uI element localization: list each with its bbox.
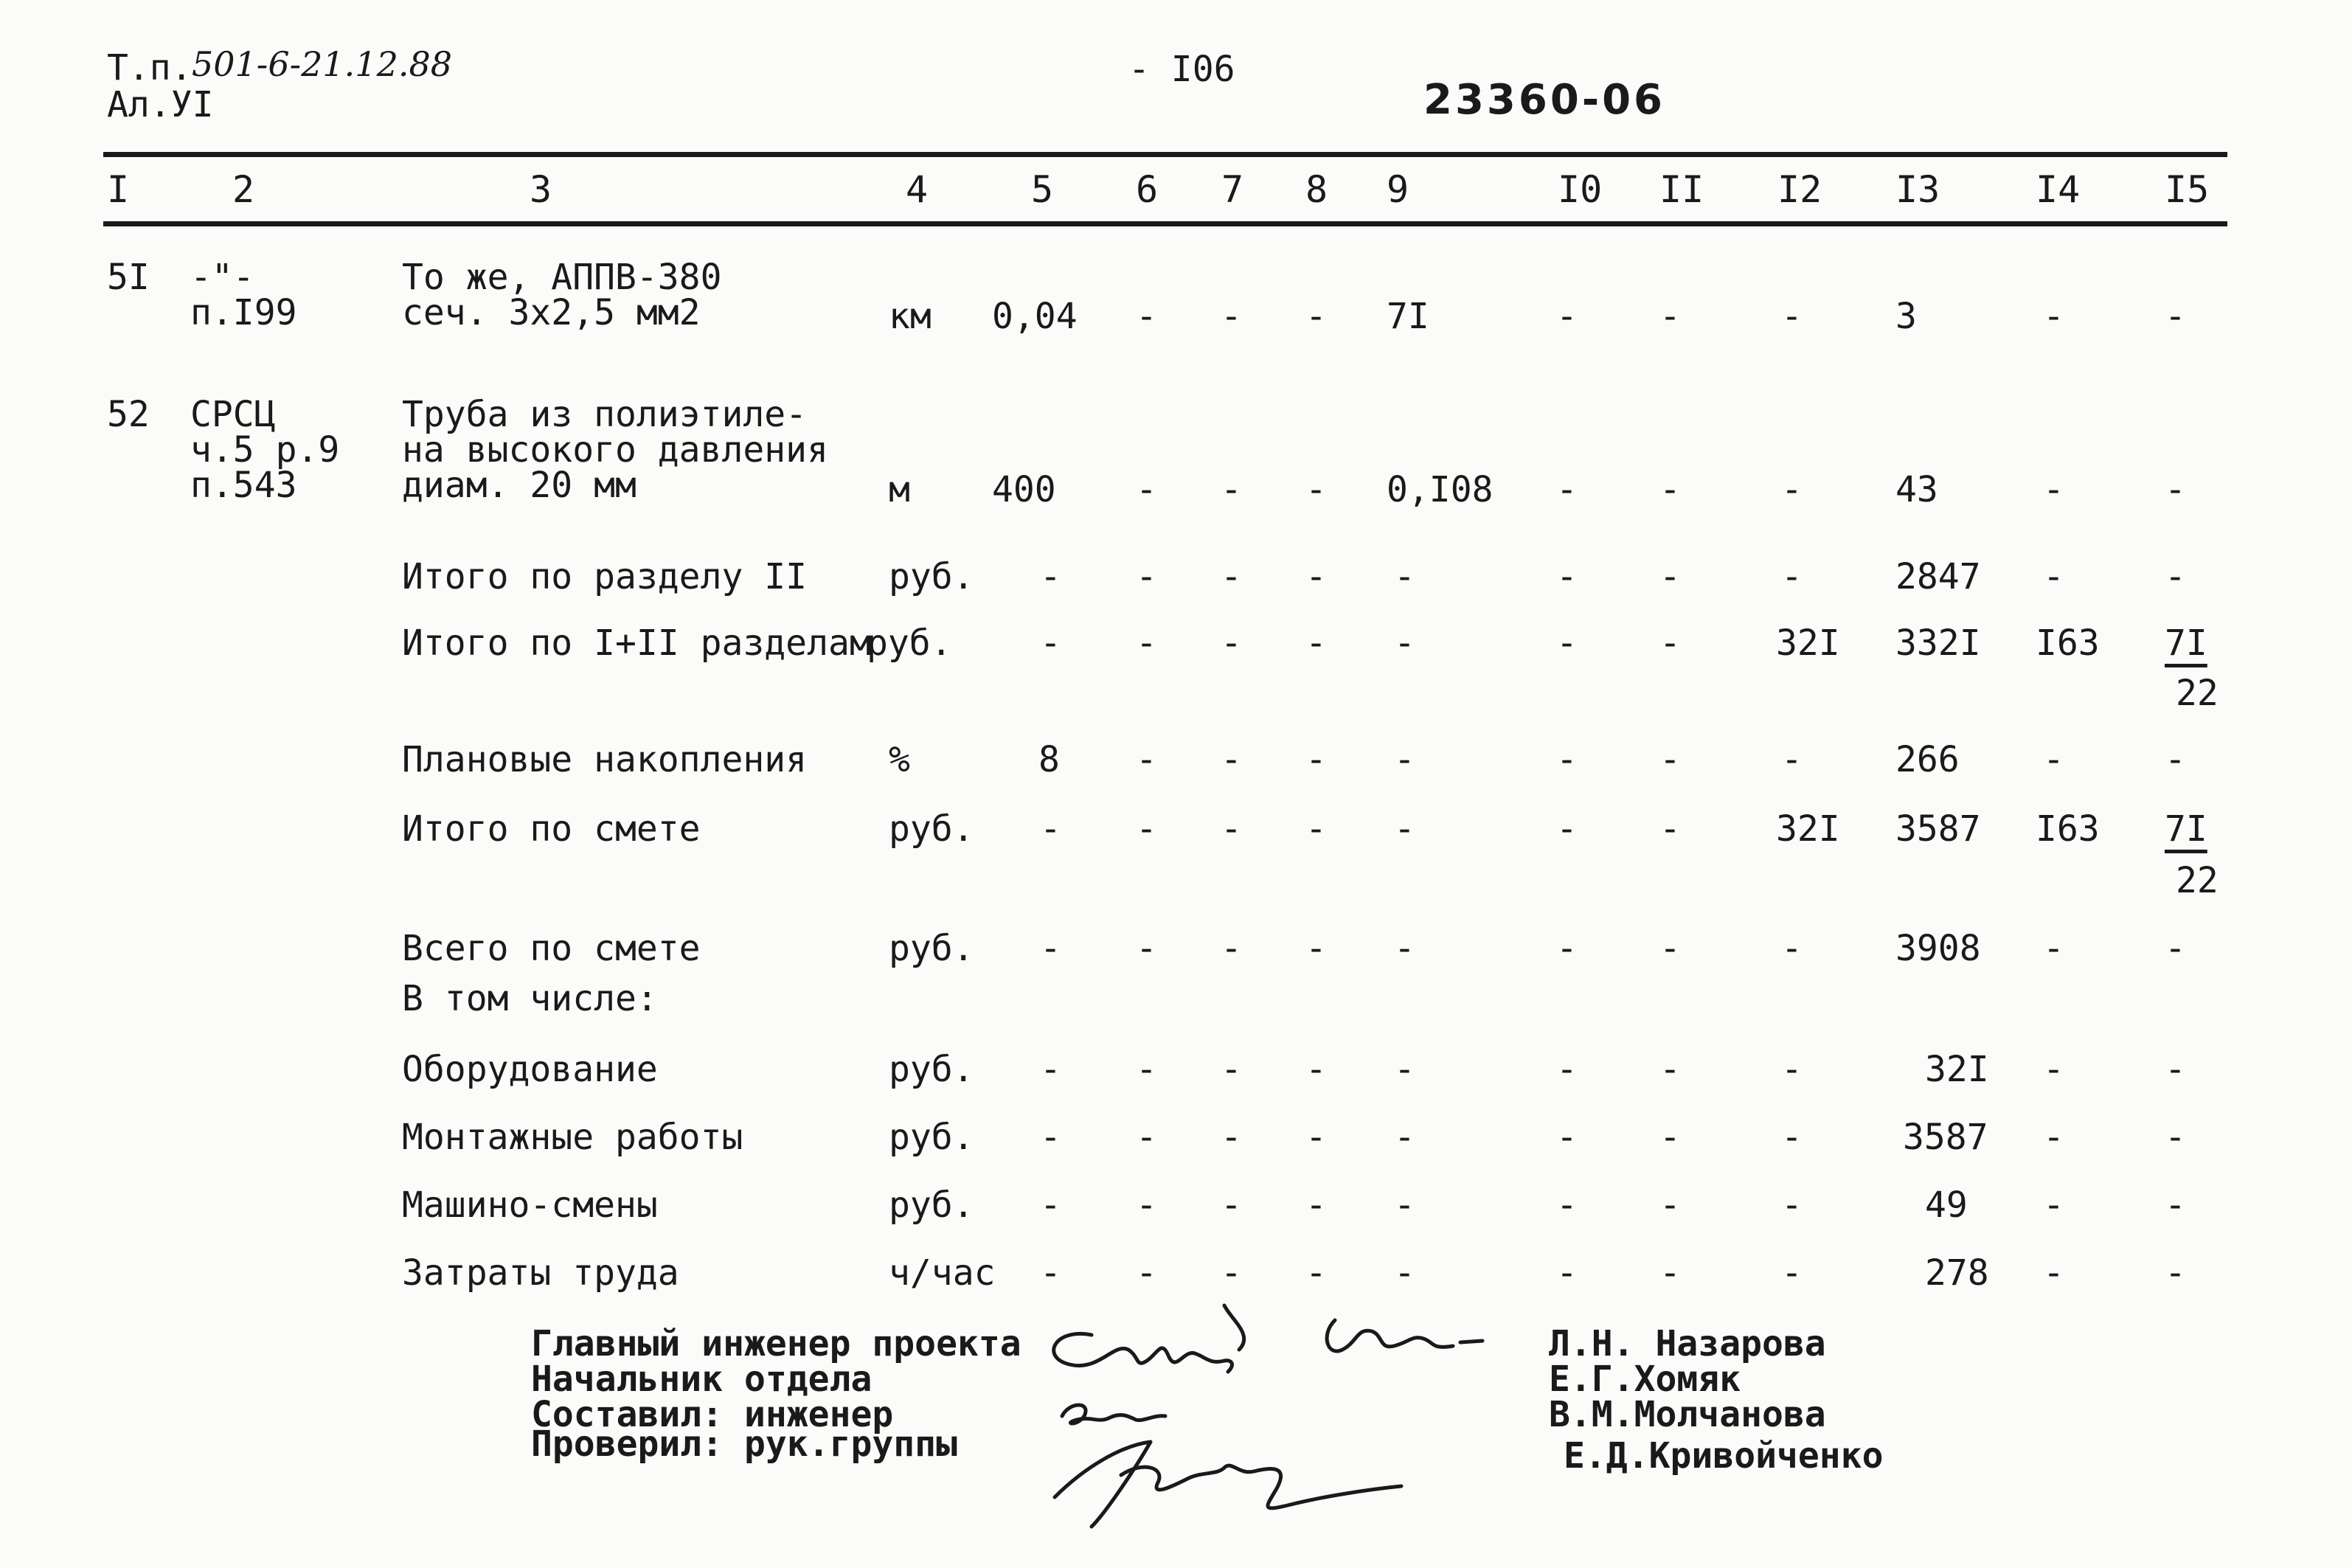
signer-role: Составил: инженер: [531, 1394, 894, 1435]
cell-c13: 3587: [1895, 808, 1981, 850]
cell-c12: -: [1781, 1184, 1803, 1226]
cell-c12: -: [1781, 1252, 1803, 1294]
cell-c6: -: [1136, 296, 1157, 337]
unit-cell: руб.: [889, 928, 974, 969]
col-header-9: 9: [1387, 168, 1409, 211]
col-header-6: 6: [1136, 168, 1159, 211]
cell-c7: -: [1221, 1117, 1242, 1158]
cell-c7: -: [1221, 808, 1242, 850]
total-name: Машино-смены: [402, 1184, 658, 1226]
cell-c11: -: [1659, 556, 1681, 597]
total-name: Итого по разделу II: [402, 556, 808, 597]
cell-c9: -: [1394, 928, 1415, 969]
cell-c8: -: [1305, 296, 1327, 337]
cell-c13: 332I: [1895, 622, 1981, 664]
cell-c7: -: [1221, 469, 1242, 510]
cell-c14: -: [2043, 296, 2064, 337]
cell-c12: -: [1781, 296, 1803, 337]
cell-c6: -: [1136, 1252, 1157, 1294]
col-header-3: 3: [530, 168, 552, 211]
cell-c7: -: [1221, 556, 1242, 597]
cell-c14: -: [2043, 928, 2064, 969]
cell-c14: -: [2043, 739, 2064, 780]
total-name: Итого по I+II разделам: [402, 622, 871, 664]
cell-c5: -: [1040, 1049, 1061, 1090]
tp-label: Т.п.: [107, 47, 192, 89]
unit-cell: м: [889, 469, 910, 510]
signer-name: В.М.Молчанова: [1549, 1394, 1826, 1435]
total-name: Всего по смете: [402, 928, 701, 969]
cell-c14: -: [2043, 1252, 2064, 1294]
signer-name: Е.Д.Кривойченко: [1564, 1435, 1884, 1477]
cell-c5: -: [1040, 1184, 1061, 1226]
cell-c9: -: [1394, 1049, 1415, 1090]
cell-c9: -: [1394, 622, 1415, 664]
document-stamp-number: 23360-06: [1423, 76, 1665, 124]
cell-c13: 3: [1895, 296, 1917, 337]
cell-c12: -: [1781, 556, 1803, 597]
cell-c8: -: [1305, 1252, 1327, 1294]
cell-c15-denominator: 22: [2176, 673, 2219, 714]
cell-c10: -: [1556, 1117, 1578, 1158]
cell-c13: 43: [1895, 469, 1938, 510]
cell-c8: -: [1305, 808, 1327, 850]
cell-c6: -: [1136, 808, 1157, 850]
cell-c15: -: [2165, 1049, 2186, 1090]
cell-c6: -: [1136, 928, 1157, 969]
cell-c15: -: [2165, 1252, 2186, 1294]
col-header-7: 7: [1221, 168, 1244, 211]
cell-c8: -: [1305, 1184, 1327, 1226]
cell-c8: -: [1305, 739, 1327, 780]
cell-c9: -: [1394, 1184, 1415, 1226]
signer-role: Главный инженер проекта: [531, 1323, 1021, 1364]
unit-cell: км: [889, 296, 932, 337]
cell-c5: -: [1040, 556, 1061, 597]
cell-c15-denominator: 22: [2176, 860, 2219, 901]
signer-role: Начальник отдела: [531, 1359, 873, 1400]
cell-c7: -: [1221, 1184, 1242, 1226]
cell-c14: I63: [2036, 808, 2100, 850]
signer-role: Проверил: рук.группы: [531, 1423, 957, 1465]
cell-c13: 49: [1925, 1184, 1968, 1226]
item-name-line: Труба из полиэтиле-: [402, 394, 808, 435]
cell-c14: I63: [2036, 622, 2100, 664]
unit-cell: руб.: [889, 1049, 974, 1090]
col-header-1: I: [107, 168, 130, 211]
cell-c9: -: [1394, 808, 1415, 850]
cell-c11: -: [1659, 1184, 1681, 1226]
cell-c12: 32I: [1776, 808, 1840, 850]
item-name-line: на высокого давления: [402, 429, 828, 471]
row-number: 52: [107, 394, 150, 435]
cell-c7: -: [1221, 1252, 1242, 1294]
cell-c5: -: [1040, 622, 1061, 664]
cell-c6: -: [1136, 1049, 1157, 1090]
cell-c10: -: [1556, 1184, 1578, 1226]
cell-c14: -: [2043, 1117, 2064, 1158]
handwritten-signatures-icon: [1010, 1291, 1541, 1541]
cell-c8: -: [1305, 622, 1327, 664]
cell-c8: -: [1305, 1049, 1327, 1090]
basis-line: п.543: [190, 465, 297, 506]
cell-c10: -: [1556, 1049, 1578, 1090]
cell-c12: -: [1781, 928, 1803, 969]
cell-c7: -: [1221, 622, 1242, 664]
col-header-12: I2: [1777, 168, 1822, 211]
unit-cell: руб.: [889, 556, 974, 597]
cell-c10: -: [1556, 556, 1578, 597]
cell-c14: -: [2043, 1184, 2064, 1226]
cell-c15: -: [2165, 1184, 2186, 1226]
cell-c12: -: [1781, 1049, 1803, 1090]
col-header-8: 8: [1305, 168, 1328, 211]
cell-c15: -: [2165, 928, 2186, 969]
cell-c7: -: [1221, 928, 1242, 969]
page-number: - I06: [1128, 49, 1235, 90]
tp-handwritten-number: 501-6-21.12.88: [192, 44, 452, 84]
cell-c8: -: [1305, 928, 1327, 969]
item-name-line: диам. 20 мм: [402, 465, 636, 506]
cell-c12: -: [1781, 469, 1803, 510]
cell-c15: -: [2165, 296, 2186, 337]
cell-c9: -: [1394, 1252, 1415, 1294]
cell-c6: -: [1136, 469, 1157, 510]
cell-c9: -: [1394, 1117, 1415, 1158]
cell-c12: -: [1781, 739, 1803, 780]
cell-c14: -: [2043, 469, 2064, 510]
cell-c8: -: [1305, 556, 1327, 597]
cell-c10: -: [1556, 928, 1578, 969]
cell-c5: -: [1040, 1252, 1061, 1294]
cell-c5: 400: [992, 469, 1056, 510]
basis-line: СРСЦ: [190, 394, 276, 435]
cell-c5: -: [1040, 1117, 1061, 1158]
including-label: В том числе:: [402, 978, 658, 1019]
signer-name: Л.Н. Назарова: [1549, 1323, 1826, 1364]
cell-c6: -: [1136, 1184, 1157, 1226]
col-header-5: 5: [1031, 168, 1054, 211]
basis-line: ч.5 р.9: [190, 429, 340, 471]
cell-c10: -: [1556, 622, 1578, 664]
cell-c13: 3587: [1903, 1117, 1988, 1158]
cell-c15-numerator: 7I: [2165, 808, 2207, 850]
cell-c15: -: [2165, 1117, 2186, 1158]
cell-c14: -: [2043, 1049, 2064, 1090]
total-name: Оборудование: [402, 1049, 658, 1090]
cell-c11: -: [1659, 296, 1681, 337]
cell-c13: 266: [1895, 739, 1960, 780]
cell-c5: 0,04: [992, 296, 1078, 337]
total-name: Затраты труда: [402, 1252, 679, 1294]
cell-c11: -: [1659, 808, 1681, 850]
cell-c12: 32I: [1776, 622, 1840, 664]
col-header-15: I5: [2165, 168, 2210, 211]
cell-c6: -: [1136, 622, 1157, 664]
cell-c13: 32I: [1925, 1049, 1989, 1090]
cell-c9: -: [1394, 739, 1415, 780]
album-label: Ал.УI: [107, 84, 214, 125]
cell-c5: -: [1040, 808, 1061, 850]
cell-c10: -: [1556, 469, 1578, 510]
cell-c15-numerator: 7I: [2165, 622, 2207, 664]
col-header-14: I4: [2036, 168, 2081, 211]
cell-c5: -: [1040, 928, 1061, 969]
unit-cell: руб.: [867, 622, 952, 664]
col-header-4: 4: [906, 168, 929, 211]
signer-name: Е.Г.Хомяк: [1549, 1359, 1741, 1400]
total-name: Итого по смете: [402, 808, 701, 850]
cell-c11: -: [1659, 1117, 1681, 1158]
col-header-10: I0: [1558, 168, 1603, 211]
cell-c6: -: [1136, 556, 1157, 597]
cell-c15: -: [2165, 469, 2186, 510]
cell-c10: -: [1556, 739, 1578, 780]
cell-c10: -: [1556, 808, 1578, 850]
unit-cell: руб.: [889, 1184, 974, 1226]
cell-c7: -: [1221, 739, 1242, 780]
unit-cell: ч/час: [889, 1252, 996, 1294]
cell-c9: 7I: [1387, 296, 1429, 337]
cell-c11: -: [1659, 928, 1681, 969]
col-header-13: I3: [1895, 168, 1940, 211]
unit-cell: руб.: [889, 808, 974, 850]
total-name: Монтажные работы: [402, 1117, 743, 1158]
cell-c13: 2847: [1895, 556, 1981, 597]
item-name-line: То же, АППВ-380: [402, 257, 722, 298]
col-header-2: 2: [232, 168, 255, 211]
table-top-rule: [103, 152, 2227, 157]
cell-c13: 278: [1925, 1252, 1989, 1294]
unit-cell: %: [889, 739, 910, 780]
unit-cell: руб.: [889, 1117, 974, 1158]
row-number: 5I: [107, 257, 150, 298]
cell-c11: -: [1659, 622, 1681, 664]
col-header-11: II: [1659, 168, 1704, 211]
cell-c7: -: [1221, 296, 1242, 337]
cell-c8: -: [1305, 1117, 1327, 1158]
cell-c6: -: [1136, 1117, 1157, 1158]
cell-c12: -: [1781, 1117, 1803, 1158]
cell-c11: -: [1659, 469, 1681, 510]
total-name: Плановые накопления: [402, 739, 808, 780]
cell-c5: 8: [1038, 739, 1060, 780]
cell-c11: -: [1659, 739, 1681, 780]
basis-line: п.I99: [190, 292, 297, 333]
cell-c9: 0,I08: [1387, 469, 1494, 510]
cell-c10: -: [1556, 296, 1578, 337]
item-name-line: сеч. 3х2,5 мм2: [402, 292, 701, 333]
cell-c15: -: [2165, 556, 2186, 597]
basis-line: -"-: [190, 257, 254, 298]
cell-c7: -: [1221, 1049, 1242, 1090]
cell-c11: -: [1659, 1252, 1681, 1294]
cell-c13: 3908: [1895, 928, 1981, 969]
cell-c14: -: [2043, 556, 2064, 597]
cell-c10: -: [1556, 1252, 1578, 1294]
cell-c15: -: [2165, 739, 2186, 780]
cell-c8: -: [1305, 469, 1327, 510]
cell-c9: -: [1394, 556, 1415, 597]
cell-c11: -: [1659, 1049, 1681, 1090]
header-bottom-rule: [103, 221, 2227, 226]
cell-c6: -: [1136, 739, 1157, 780]
